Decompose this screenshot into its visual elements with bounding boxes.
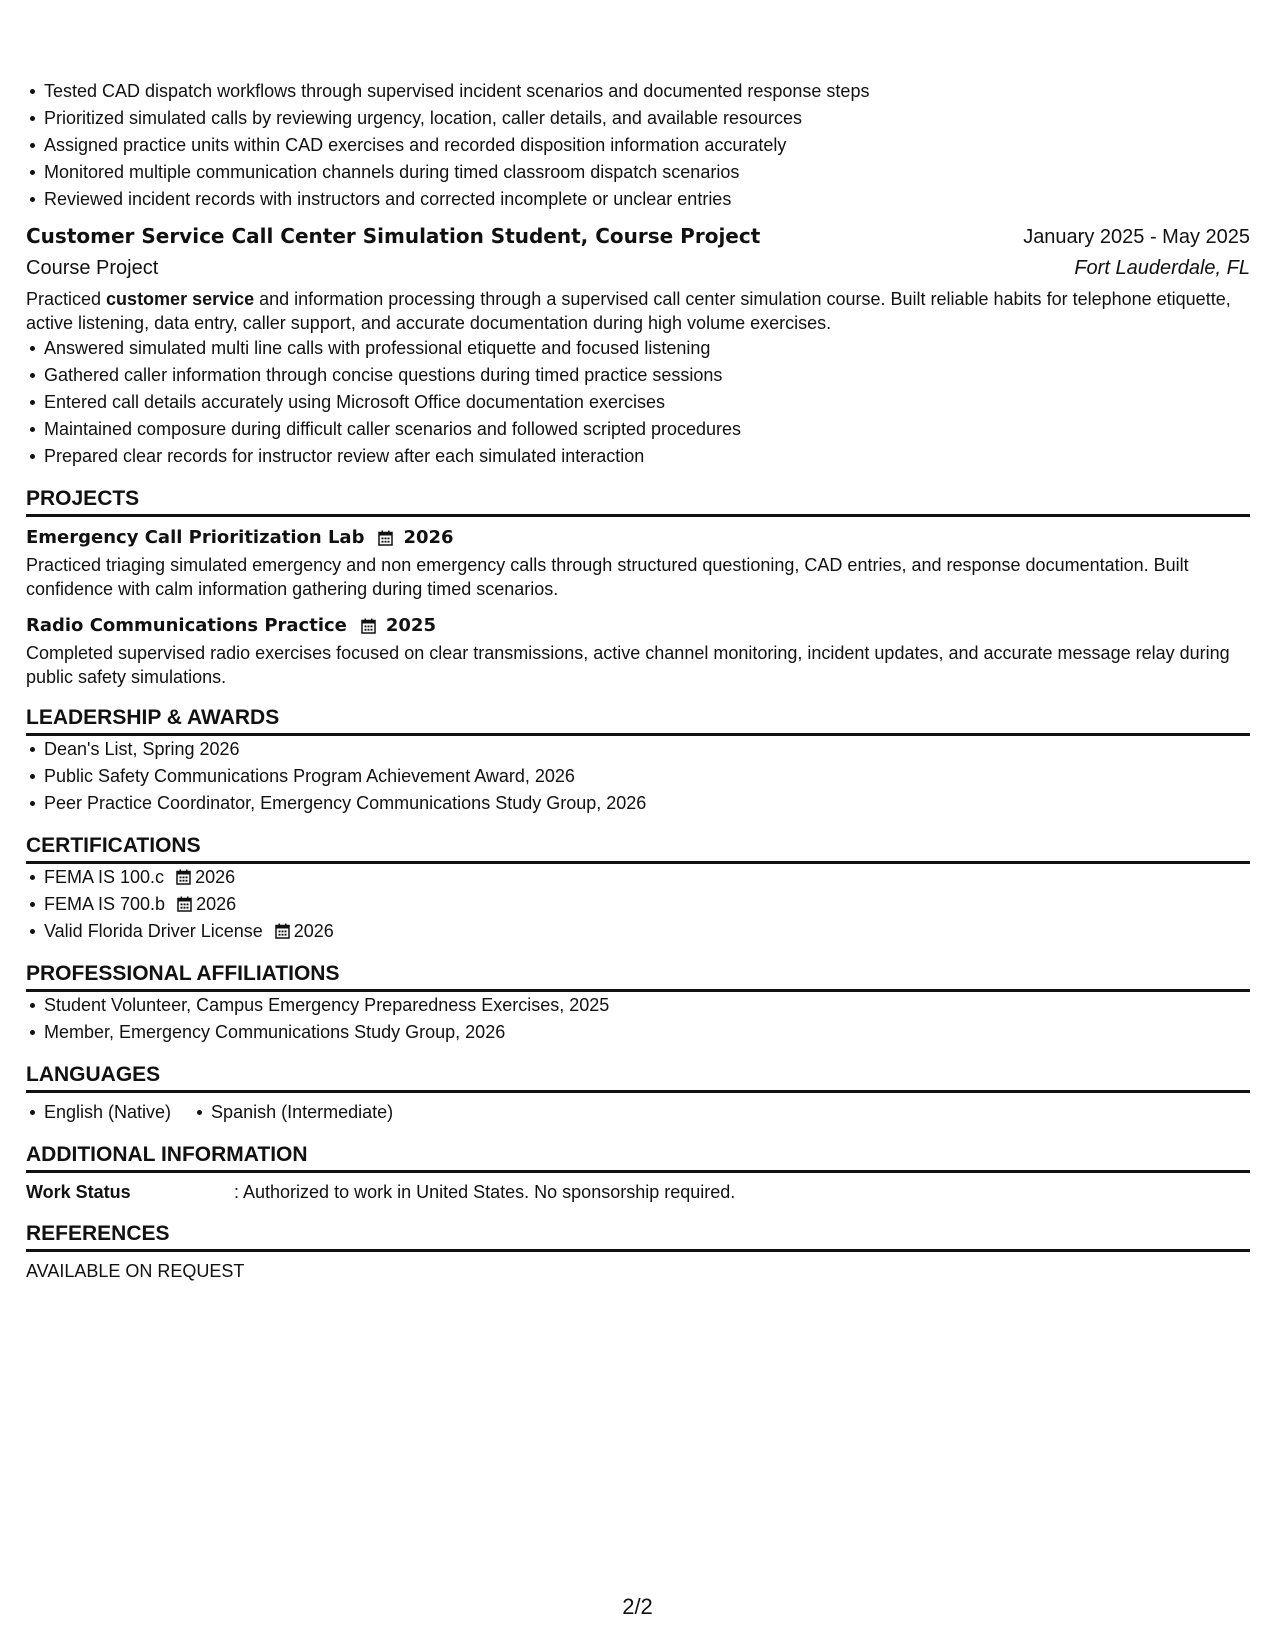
resume-page: [26, 78, 1250, 1284]
list-item: Spanish (Intermediate): [211, 1099, 393, 1126]
list-item: [44, 864, 1250, 891]
job-subheader: [26, 252, 1250, 284]
list-item: Peer Practice Coordinator, Emergency Communications Study Group, 2026: [44, 790, 1250, 817]
list-item: [44, 891, 1250, 918]
project-header: [26, 611, 1250, 641]
list-item: Monitored multiple communication channels during timed classroom dispatch scenarios: [44, 159, 1250, 186]
job-company: Course Project: [26, 257, 159, 279]
certification-name: FEMA IS 700.b: [44, 894, 166, 914]
list-item: English (Native): [44, 1099, 171, 1126]
leadership-list: [26, 736, 1250, 817]
project-header: [26, 523, 1250, 553]
calendar-icon: [275, 923, 290, 939]
references-text: AVAILABLE ON REQUEST: [26, 1261, 245, 1281]
job-location: Fort Lauderdale, FL: [1074, 257, 1250, 279]
certification-year: 2026: [293, 921, 334, 941]
project-name: Emergency Call Prioritization Lab: [26, 527, 365, 548]
section-title-certifications: CERTIFICATIONS: [26, 833, 1250, 864]
certification-name: FEMA IS 100.c: [44, 867, 165, 887]
languages-list: [26, 1099, 433, 1126]
calendar-icon: [378, 530, 393, 546]
calendar-icon: [176, 869, 191, 885]
experience-bullets-top: [26, 78, 1250, 213]
page-number: 2/2: [622, 1594, 653, 1619]
affiliations-list: [26, 992, 1250, 1046]
list-item: Gathered caller information through concise questions during timed practice sessions: [44, 362, 1250, 389]
list-item: Entered call details accurately using Microsoft Office documentation exercises: [44, 389, 1250, 416]
languages-row: [26, 1099, 1250, 1126]
project-description: Completed supervised radio exercises focused on clear transmissions, active channel monitoring, incident updates, and accurate message relay during public safety simulations.: [26, 643, 1230, 687]
job-header: [26, 221, 1250, 252]
list-item: Answered simulated multi line calls with professional etiquette and focused listening: [44, 335, 1250, 362]
work-status-value: : Authorized to work in United States. No sponsorship required.: [234, 1182, 736, 1202]
certifications-list: [26, 864, 1250, 945]
section-title-affiliations: PROFESSIONAL AFFILIATIONS: [26, 961, 1250, 992]
list-item: Tested CAD dispatch workflows through supervised incident scenarios and documented response steps: [44, 78, 1250, 105]
project-year: 2025: [385, 615, 436, 636]
certification-year: 2026: [196, 894, 237, 914]
work-status-row: [26, 1179, 1250, 1205]
list-item: Assigned practice units within CAD exercises and recorded disposition information accurately: [44, 132, 1250, 159]
section-title-additional: ADDITIONAL INFORMATION: [26, 1142, 1250, 1173]
certification-name: Valid Florida Driver License: [44, 921, 263, 941]
job-dates: January 2025 - May 2025: [1023, 226, 1250, 248]
list-item: Dean's List, Spring 2026: [44, 736, 1250, 763]
calendar-icon: [177, 896, 192, 912]
list-item: Student Volunteer, Campus Emergency Preparedness Exercises, 2025: [44, 992, 1250, 1019]
job-bullets: [26, 335, 1250, 470]
section-title-references: REFERENCES: [26, 1221, 1250, 1252]
job-title: Customer Service Call Center Simulation Student, Course Project: [26, 224, 761, 248]
list-item: Reviewed incident records with instructors and corrected incomplete or unclear entries: [44, 186, 1250, 213]
section-title-languages: LANGUAGES: [26, 1062, 1250, 1093]
work-status-label: Work Status: [26, 1182, 131, 1202]
list-item: Public Safety Communications Program Achievement Award, 2026: [44, 763, 1250, 790]
calendar-icon: [361, 618, 376, 634]
certification-year: 2026: [195, 867, 236, 887]
section-title-projects: PROJECTS: [26, 486, 1250, 517]
summary-text: and information processing through a supervised call center simulation course. Built reliable habits for telephone etiquette, active listening, data entry, caller support, and accurate documentation during high volume exercises.: [26, 289, 1231, 333]
list-item: Prioritized simulated calls by reviewing urgency, location, caller details, and available resources: [44, 105, 1250, 132]
summary-text: Practiced: [26, 289, 107, 309]
list-item: Prepared clear records for instructor review after each simulated interaction: [44, 443, 1250, 470]
list-item: Member, Emergency Communications Study Group, 2026: [44, 1019, 1250, 1046]
project-name: Radio Communications Practice: [26, 615, 347, 636]
list-item: [44, 918, 1250, 945]
job-summary: [26, 287, 1250, 335]
project-year: 2026: [403, 527, 454, 548]
summary-keyword: customer service: [106, 289, 255, 309]
project-description: Practiced triaging simulated emergency and non emergency calls through structured questioning, CAD entries, and response documentation. Built confidence with calm information gathering during timed scenarios.: [26, 555, 1189, 599]
projects-section: [26, 523, 1250, 689]
list-item: Maintained composure during difficult caller scenarios and followed scripted procedures: [44, 416, 1250, 443]
section-title-leadership: LEADERSHIP & AWARDS: [26, 705, 1250, 736]
